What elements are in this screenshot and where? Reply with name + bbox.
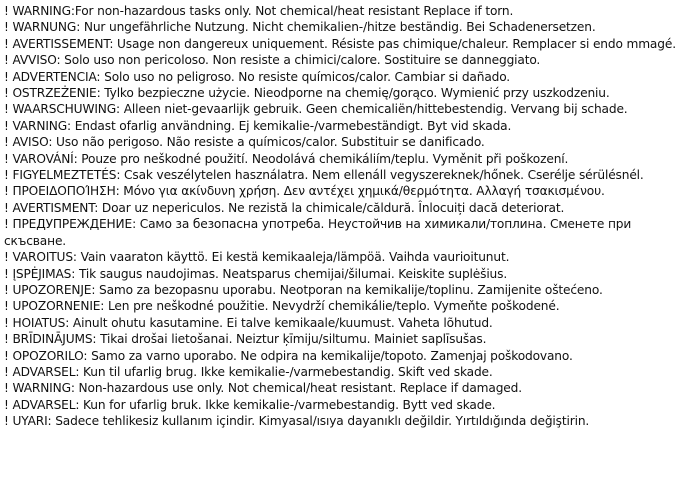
warning-line-da: ! ADVARSEL: Kun til ufarlig brug. Ikke kemikalie-/varmebestandig. Skift ved skade. xyxy=(4,364,493,379)
warning-line-sl: ! OPOZORILO: Samo za varno uporabo. Ne odpira na kemikalije/topoto. Zamenjaj poškodovano. xyxy=(4,348,573,363)
warning-line-pl: ! OSTRZEŻENIE: Tylko bezpieczne użycie. Nieodporne na chemię/gorąco. Wymienić przy uszkodzeniu. xyxy=(4,86,610,101)
multilingual-warning-list xyxy=(4,3,694,430)
warning-line-lv: ! BRĪDINĀJUMS: Tikai drošai lietošanai. Neiztur ķīmiju/siltumu. Mainiet saplīsušas. xyxy=(4,332,487,347)
warning-line-sk: ! UPOZORNENIE: Len pre neškodné použitie. Nevydrží chemikálie/teplo. Vymeňte poškodené. xyxy=(4,299,560,314)
warning-line-el: ! ΠΡΟΕΙΔΟΠΟΊΗΣΗ: Μόνο για ακίνδυνη χρήση. Δεν αντέχει χημικά/θερμότητα. Αλλαγή τσακισμένου. xyxy=(4,184,605,199)
warning-line-en-2: ! WARNING: Non-hazardous use only. Not chemical/heat resistant. Replace if damaged. xyxy=(4,381,522,396)
warning-line-hr: ! UPOZORENJE: Samo za bezopasnu uporabu. Neotporan na kemikalije/toplinu. Zamijenite oštećeno. xyxy=(4,282,603,297)
warning-line-de: ! WARNUNG: Nur ungefährliche Nutzung. Nicht chemikalien-/hitze beständig. Bei Schadenersetzen. xyxy=(4,20,596,35)
warning-line-sv: ! VARNING: Endast ofarlig användning. Ej kemikalie-/varmebeständigt. Byt vid skada. xyxy=(4,118,512,133)
warning-line-nl: ! WAARSCHUWING: Alleen niet-gevaarlijk gebruik. Geen chemicaliën/hittebestendig. Vervang bij schade. xyxy=(4,102,628,117)
warning-line-ro: ! AVERTISMENT: Doar uz nepericulos. Ne rezistă la chimicale/căldură. Înlocuiți dacă deteriorat. xyxy=(4,200,565,215)
warning-line-lt: ! ĮSPĖJIMAS: Tik saugus naudojimas. Neatsparus chemijai/šilumai. Keiskite suplėšius. xyxy=(4,266,508,281)
warning-line-fr: ! AVERTISSEMENT: Usage non dangereux uniquement. Résiste pas chimique/chaleur. Remplacer si endo mmagé. xyxy=(4,36,676,51)
warning-line-en-1: ! WARNING:For non-hazardous tasks only. Not chemical/heat resistant Replace if torn. xyxy=(4,4,514,18)
warning-line-fi: ! VAROITUS: Vain vaaraton käyttö. Ei kestä kemikaaleja/lämpöä. Vaihda vaurioitunut. xyxy=(4,250,510,265)
warning-line-no: ! ADVARSEL: Kun for ufarlig bruk. Ikke kemikalie-/varmebestandig. Bytt ved skade. xyxy=(4,397,496,412)
warning-line-cs: ! VAROVÁNÍ: Pouze pro neškodné použití. Neodolává chemikáliím/teplu. Vyměnit při poškození. xyxy=(4,151,569,166)
warning-line-it: ! AVVISO: Solo uso non pericoloso. Non resiste a chimici/calore. Sostituire se danneggiato. xyxy=(4,53,541,68)
warning-line-es: ! ADVERTENCIA: Solo uso no peligroso. No resiste químicos/calor. Cambiar si dañado. xyxy=(4,69,511,84)
warning-line-et: ! HOIATUS: Ainult ohutu kasutamine. Ei talve kemikaale/kuumust. Vaheta lõhutud. xyxy=(4,315,493,330)
warning-line-bg: ! ПРЕДУПРЕЖДЕНИЕ: Само за безопасна употреба. Неустойчив на химикали/топлина. Сменете при скъсване. xyxy=(4,217,632,248)
warning-line-pt: ! AVISO: Uso não perigoso. Não resiste a químicos/calor. Substituir se danificado. xyxy=(4,135,485,150)
warning-line-tr: ! UYARI: Sadece tehlikesiz kullanım içindir. Kimyasal/ısıya dayanıklı değildir. Yırtıldığında değiştirin. xyxy=(4,414,590,429)
warning-line-hu: ! FIGYELMEZTETÉS: Csak veszélytelen használatra. Nem ellenáll vegyszereknek/hőnek. Cserélje sérülésnél. xyxy=(4,168,644,183)
